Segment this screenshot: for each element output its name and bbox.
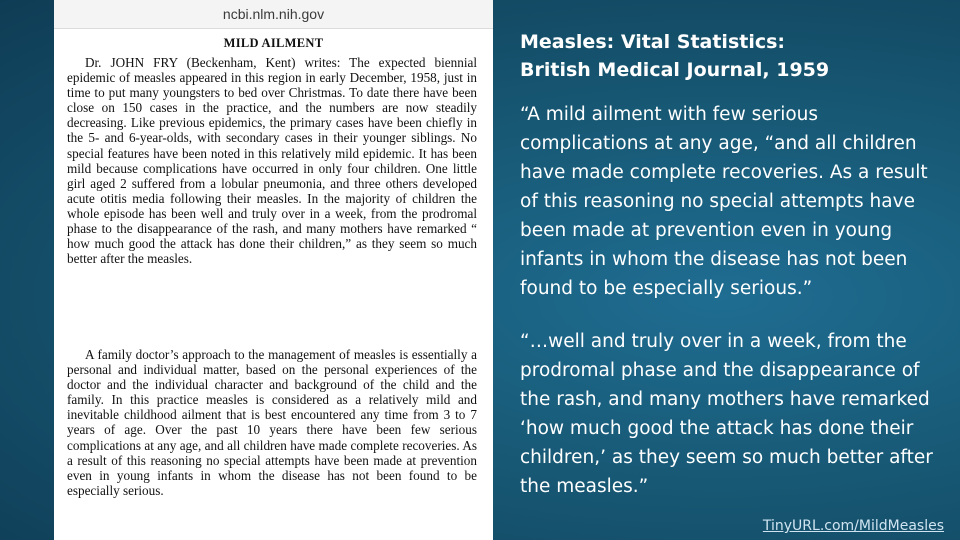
quote-1: “A mild ailment with few serious complications at any age, “and all children have made complete recoveries. As a result of this reasoning no special attempts have been made at prevention even in young infants in whom the disease has not been found to be especially serious.” [520, 104, 928, 299]
slide-title-line-2: British Medical Journal, 1959 [520, 59, 830, 81]
article-heading: MILD AILMENT [223, 36, 324, 50]
source-link[interactable]: TinyURL.com/MildMeasles [762, 518, 944, 534]
address-bar[interactable]: ncbi.nlm.nih.gov [54, 0, 493, 29]
quote-2: “…well and truly over in a week, from the prodromal phase and the disappearance of the rash, and many mothers have remarked ‘how much good the attack has done their children,’ as they seem so much better after the measles.” [520, 331, 933, 497]
slide-title-line-1: Measles: Vital Statistics: [520, 31, 786, 53]
article-screenshot [54, 0, 493, 540]
article-paragraph-2: A family doctor’s approach to the management of measles is essentially a personal and individual matter, based on the personal experiences of the doctor and the individual character and background of the child and the family. In this practice measles is considered as a relatively mild and inevitable childhood ailment that is best encountered any time from 3 to 7 years of age. Over the past 10 years there have been few serious complications at any age, and all children have made complete recoveries. As a result of this reasoning no special attempts have been made at prevention even in young infants in whom the disease has not been found to be especially serious. [67, 347, 477, 498]
article-paragraph-1: Dr. JOHN FRY (Beckenham, Kent) writes: The expected biennial epidemic of measles appeared in this region in early December, 1958, just in time to put many youngsters to bed over Christmas. To date there have been close on 150 cases in the practice, and the numbers are now steadily decreasing. Like previous epidemics, the primary cases have been chiefly in the 5- and 6-year-olds, with secondary cases in their younger siblings. No special features have been noted in this relatively mild epidemic. It has been mild because complications have occurred in only four children. One little girl aged 2 suffered from a lobular pneumonia, and three others developed acute otitis media following their measles. In the majority of children the whole episode has been well and truly over in a week, from the prodromal phase to the disappearance of the rash, and many mothers have remarked “ how much good the attack has done their children,” as they seem so much better after the measles. [67, 55, 477, 267]
slide-text-panel [520, 28, 950, 501]
